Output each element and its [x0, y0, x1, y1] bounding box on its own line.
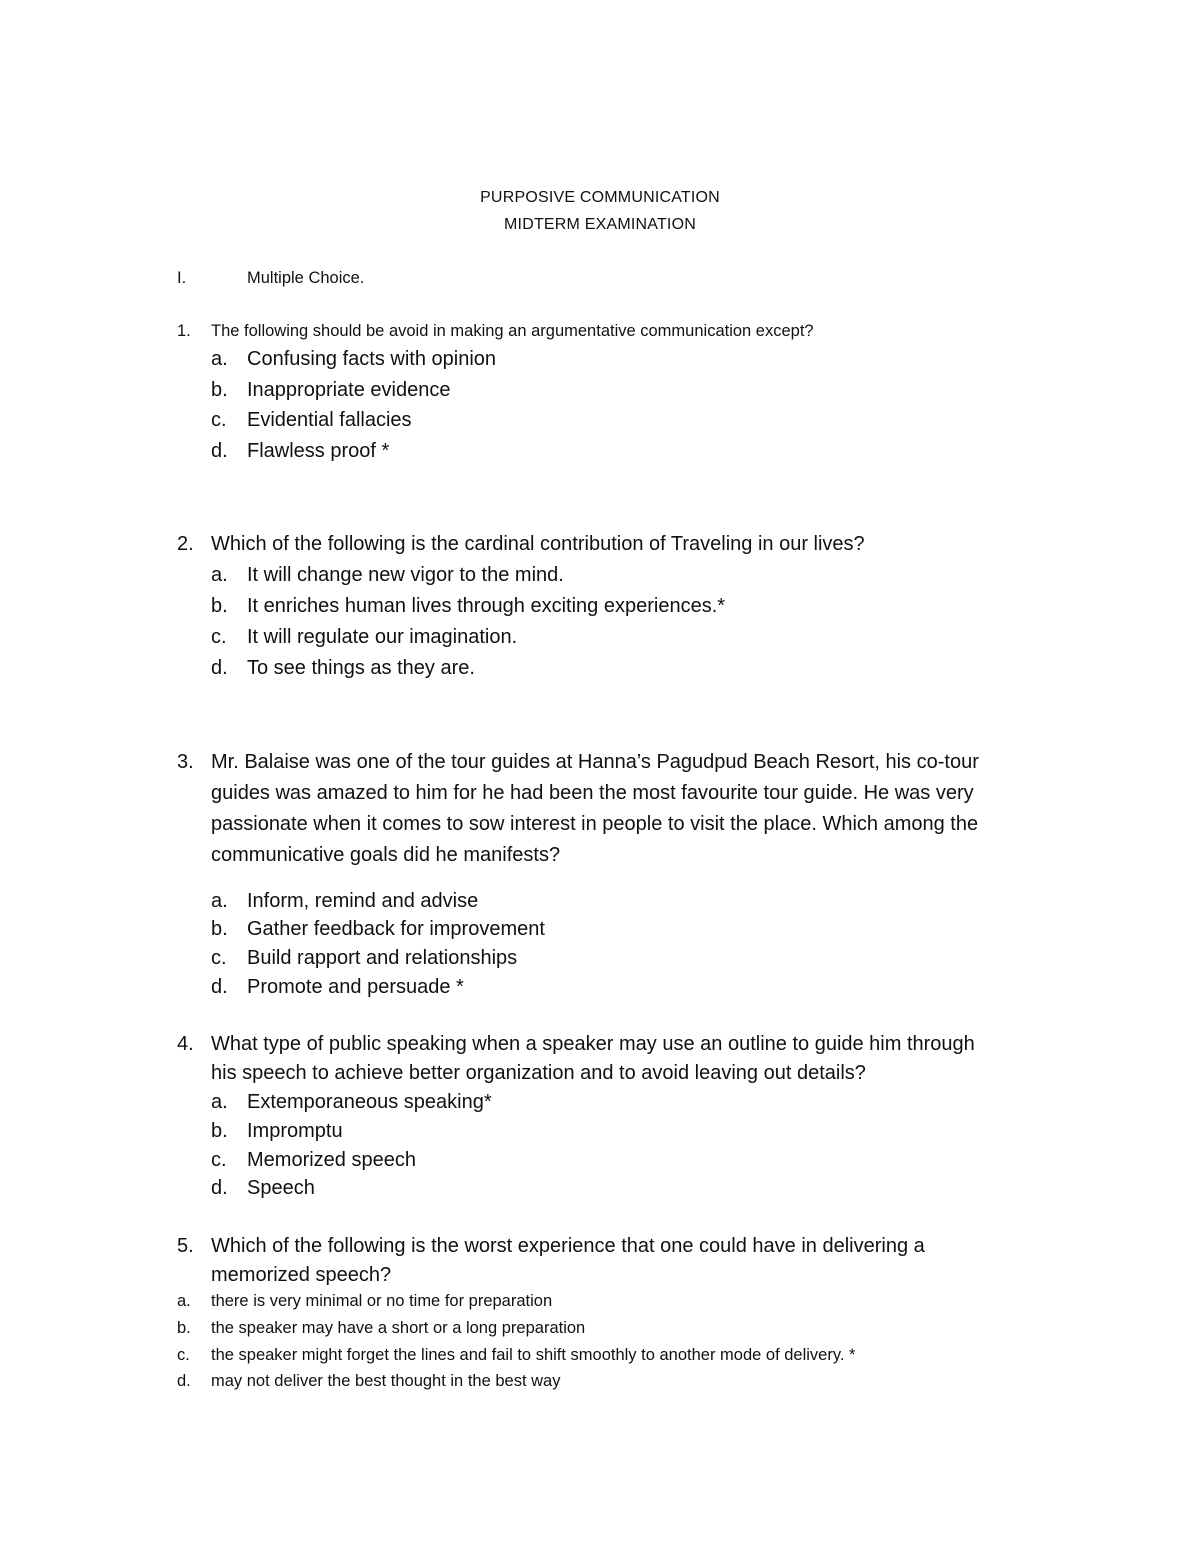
- option-letter: d.: [211, 657, 228, 679]
- option-letter: a.: [211, 348, 228, 370]
- option-text: may not deliver the best thought in the best way: [211, 1372, 561, 1390]
- option-text: the speaker might forget the lines and fail to shift smoothly to another mode of delivery. *: [211, 1346, 856, 1364]
- option-letter: b.: [177, 1319, 191, 1337]
- option-letter: a.: [211, 890, 228, 912]
- option-letter: a.: [211, 1091, 228, 1113]
- option-letter: c.: [211, 947, 227, 969]
- section-label: Multiple Choice.: [247, 269, 365, 287]
- option-text: Evidential fallacies: [247, 409, 412, 431]
- option-text: the speaker may have a short or a long preparation: [211, 1319, 586, 1337]
- option-text: Impromptu: [247, 1120, 343, 1142]
- question-text-line: memorized speech?: [211, 1264, 392, 1286]
- question-text-line: guides was amazed to him for he had been the most favourite tour guide. He was very: [211, 782, 974, 804]
- question-number: 3.: [177, 751, 194, 773]
- question-number: 2.: [177, 533, 194, 555]
- option-letter: d.: [177, 1372, 191, 1390]
- option-letter: a.: [211, 564, 228, 586]
- option-letter: d.: [211, 976, 228, 998]
- question-text-line: passionate when it comes to sow interest in people to visit the place. Which among the: [211, 813, 979, 835]
- option-letter: b.: [211, 379, 228, 401]
- option-text: It enriches human lives through exciting experiences.*: [247, 595, 726, 617]
- option-letter: b.: [211, 1120, 228, 1142]
- option-text: It will regulate our imagination.: [247, 626, 518, 648]
- exam-subtitle: MIDTERM EXAMINATION: [504, 216, 696, 233]
- question-text-line: Which of the following is the worst experience that one could have in delivering a: [211, 1235, 925, 1257]
- option-letter: b.: [211, 918, 228, 940]
- option-letter: d.: [211, 1177, 228, 1199]
- option-text: Build rapport and relationships: [247, 947, 518, 969]
- question-text-line: Mr. Balaise was one of the tour guides at Hanna’s Pagudpud Beach Resort, his co-tour: [211, 751, 979, 773]
- option-text: Inappropriate evidence: [247, 379, 451, 401]
- exam-title: PURPOSIVE COMMUNICATION: [480, 189, 720, 206]
- option-text: Extemporaneous speaking*: [247, 1091, 492, 1113]
- option-text: It will change new vigor to the mind.: [247, 564, 564, 586]
- question-text-line: his speech to achieve better organization and to avoid leaving out details?: [211, 1062, 866, 1084]
- option-letter: c.: [211, 626, 227, 648]
- option-letter: c.: [177, 1346, 190, 1364]
- option-text: there is very minimal or no time for preparation: [211, 1292, 553, 1310]
- question-text: Which of the following is the cardinal contribution of Traveling in our lives?: [211, 533, 865, 555]
- option-text: Confusing facts with opinion: [247, 348, 497, 370]
- option-text: To see things as they are.: [247, 657, 475, 679]
- option-letter: c.: [211, 1149, 227, 1171]
- option-letter: c.: [211, 409, 227, 431]
- option-text: Flawless proof *: [247, 440, 390, 462]
- question-text-line: communicative goals did he manifests?: [211, 844, 561, 866]
- question-number: 5.: [177, 1235, 194, 1257]
- section-numeral: I.: [177, 269, 187, 287]
- option-text: Promote and persuade *: [247, 976, 464, 998]
- option-text: Inform, remind and advise: [247, 890, 479, 912]
- option-letter: d.: [211, 440, 228, 462]
- option-text: Memorized speech: [247, 1149, 416, 1171]
- option-text: Gather feedback for improvement: [247, 918, 545, 940]
- option-letter: a.: [177, 1292, 191, 1310]
- question-number: 4.: [177, 1033, 194, 1055]
- question-text: The following should be avoid in making an argumentative communication except?: [211, 322, 814, 340]
- option-text: Speech: [247, 1177, 315, 1199]
- question-number: 1.: [177, 322, 191, 340]
- option-letter: b.: [211, 595, 228, 617]
- question-text-line: What type of public speaking when a speaker may use an outline to guide him through: [211, 1033, 975, 1055]
